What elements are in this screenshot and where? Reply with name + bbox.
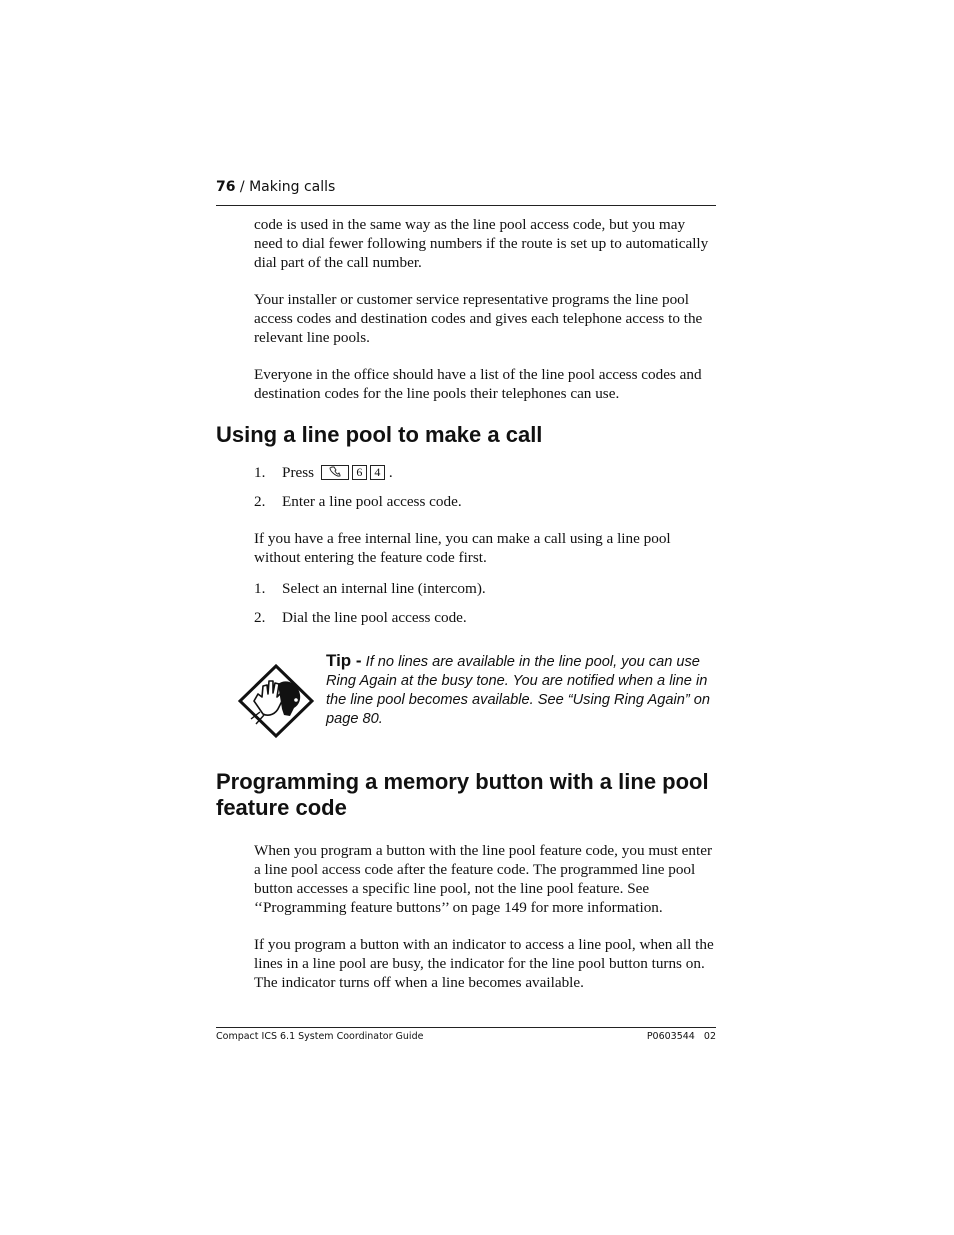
paragraph-free-line: If you have a free internal line, you can make a call using a line pool without entering the feature code first.	[254, 530, 671, 566]
step-press	[254, 463, 716, 482]
page-number: 76	[216, 179, 236, 195]
feature-key-icon	[321, 465, 349, 480]
step-text: Dial the line pool access code.	[282, 609, 467, 626]
step-number: 1.	[254, 464, 266, 481]
step-enter-code	[254, 492, 716, 511]
step-text: Press	[282, 464, 315, 481]
step-number: 2.	[254, 609, 266, 626]
step-number: 1.	[254, 580, 266, 597]
paragraph-program-button: When you program a button with the line pool feature code, you must enter a line pool access code after the feature code. The programmed line pool button accesses a specific line pool, not the line pool feature. See ‘‘Programming feature buttons’’ on page 149 for more information.	[254, 842, 713, 916]
step-number: 2.	[254, 493, 266, 510]
step-text: Select an internal line (intercom).	[282, 580, 486, 597]
key-digit: 6	[352, 465, 367, 480]
step-select-line	[254, 579, 716, 598]
paragraph-installer: Your installer or customer service representative programs the line pool access codes and destination codes and gives each telephone access to the relevant line pools.	[254, 291, 703, 346]
paragraph-everyone: Everyone in the office should have a list of the line pool access codes and destination codes for the line pools their telephones can use.	[254, 366, 702, 402]
tip-label: Tip -	[326, 651, 362, 670]
step-end-punct: .	[388, 464, 393, 481]
header-rule	[216, 205, 716, 206]
tip-callout	[326, 651, 718, 729]
key-digit: 4	[370, 465, 385, 480]
step-dial-code	[254, 608, 716, 627]
section-title: / Making calls	[235, 179, 336, 195]
section-heading-using-line-pool: Using a line pool to make a call	[216, 422, 543, 447]
footer-rule	[216, 1027, 716, 1028]
hand-sign-icon	[238, 664, 314, 738]
footer-doc-number: P0603544 02	[646, 1031, 716, 1042]
heading-line: Programming a memory button with a line pool	[216, 769, 709, 794]
section-heading-programming	[216, 769, 716, 821]
paragraph-intro: code is used in the same way as the line pool access code, but you may need to dial fewer following numbers if the route is set up to automatically dial part of the call number.	[254, 216, 709, 271]
tip-text: If no lines are available in the line pool, you can use Ring Again at the busy tone. You are notified when a line in the line pool becomes available. See “Using Ring Again” on page 80.	[326, 654, 710, 727]
step-text: Enter a line pool access code.	[282, 493, 462, 510]
running-header	[216, 179, 716, 195]
heading-line: feature code	[216, 795, 347, 820]
paragraph-indicator: If you program a button with an indicator to access a line pool, when all the lines in a line pool are busy, the indicator for the line pool button turns on. The indicator turns off when a line becomes available.	[254, 936, 714, 991]
footer-guide-title: Compact ICS 6.1 System Coordinator Guide	[216, 1031, 424, 1042]
